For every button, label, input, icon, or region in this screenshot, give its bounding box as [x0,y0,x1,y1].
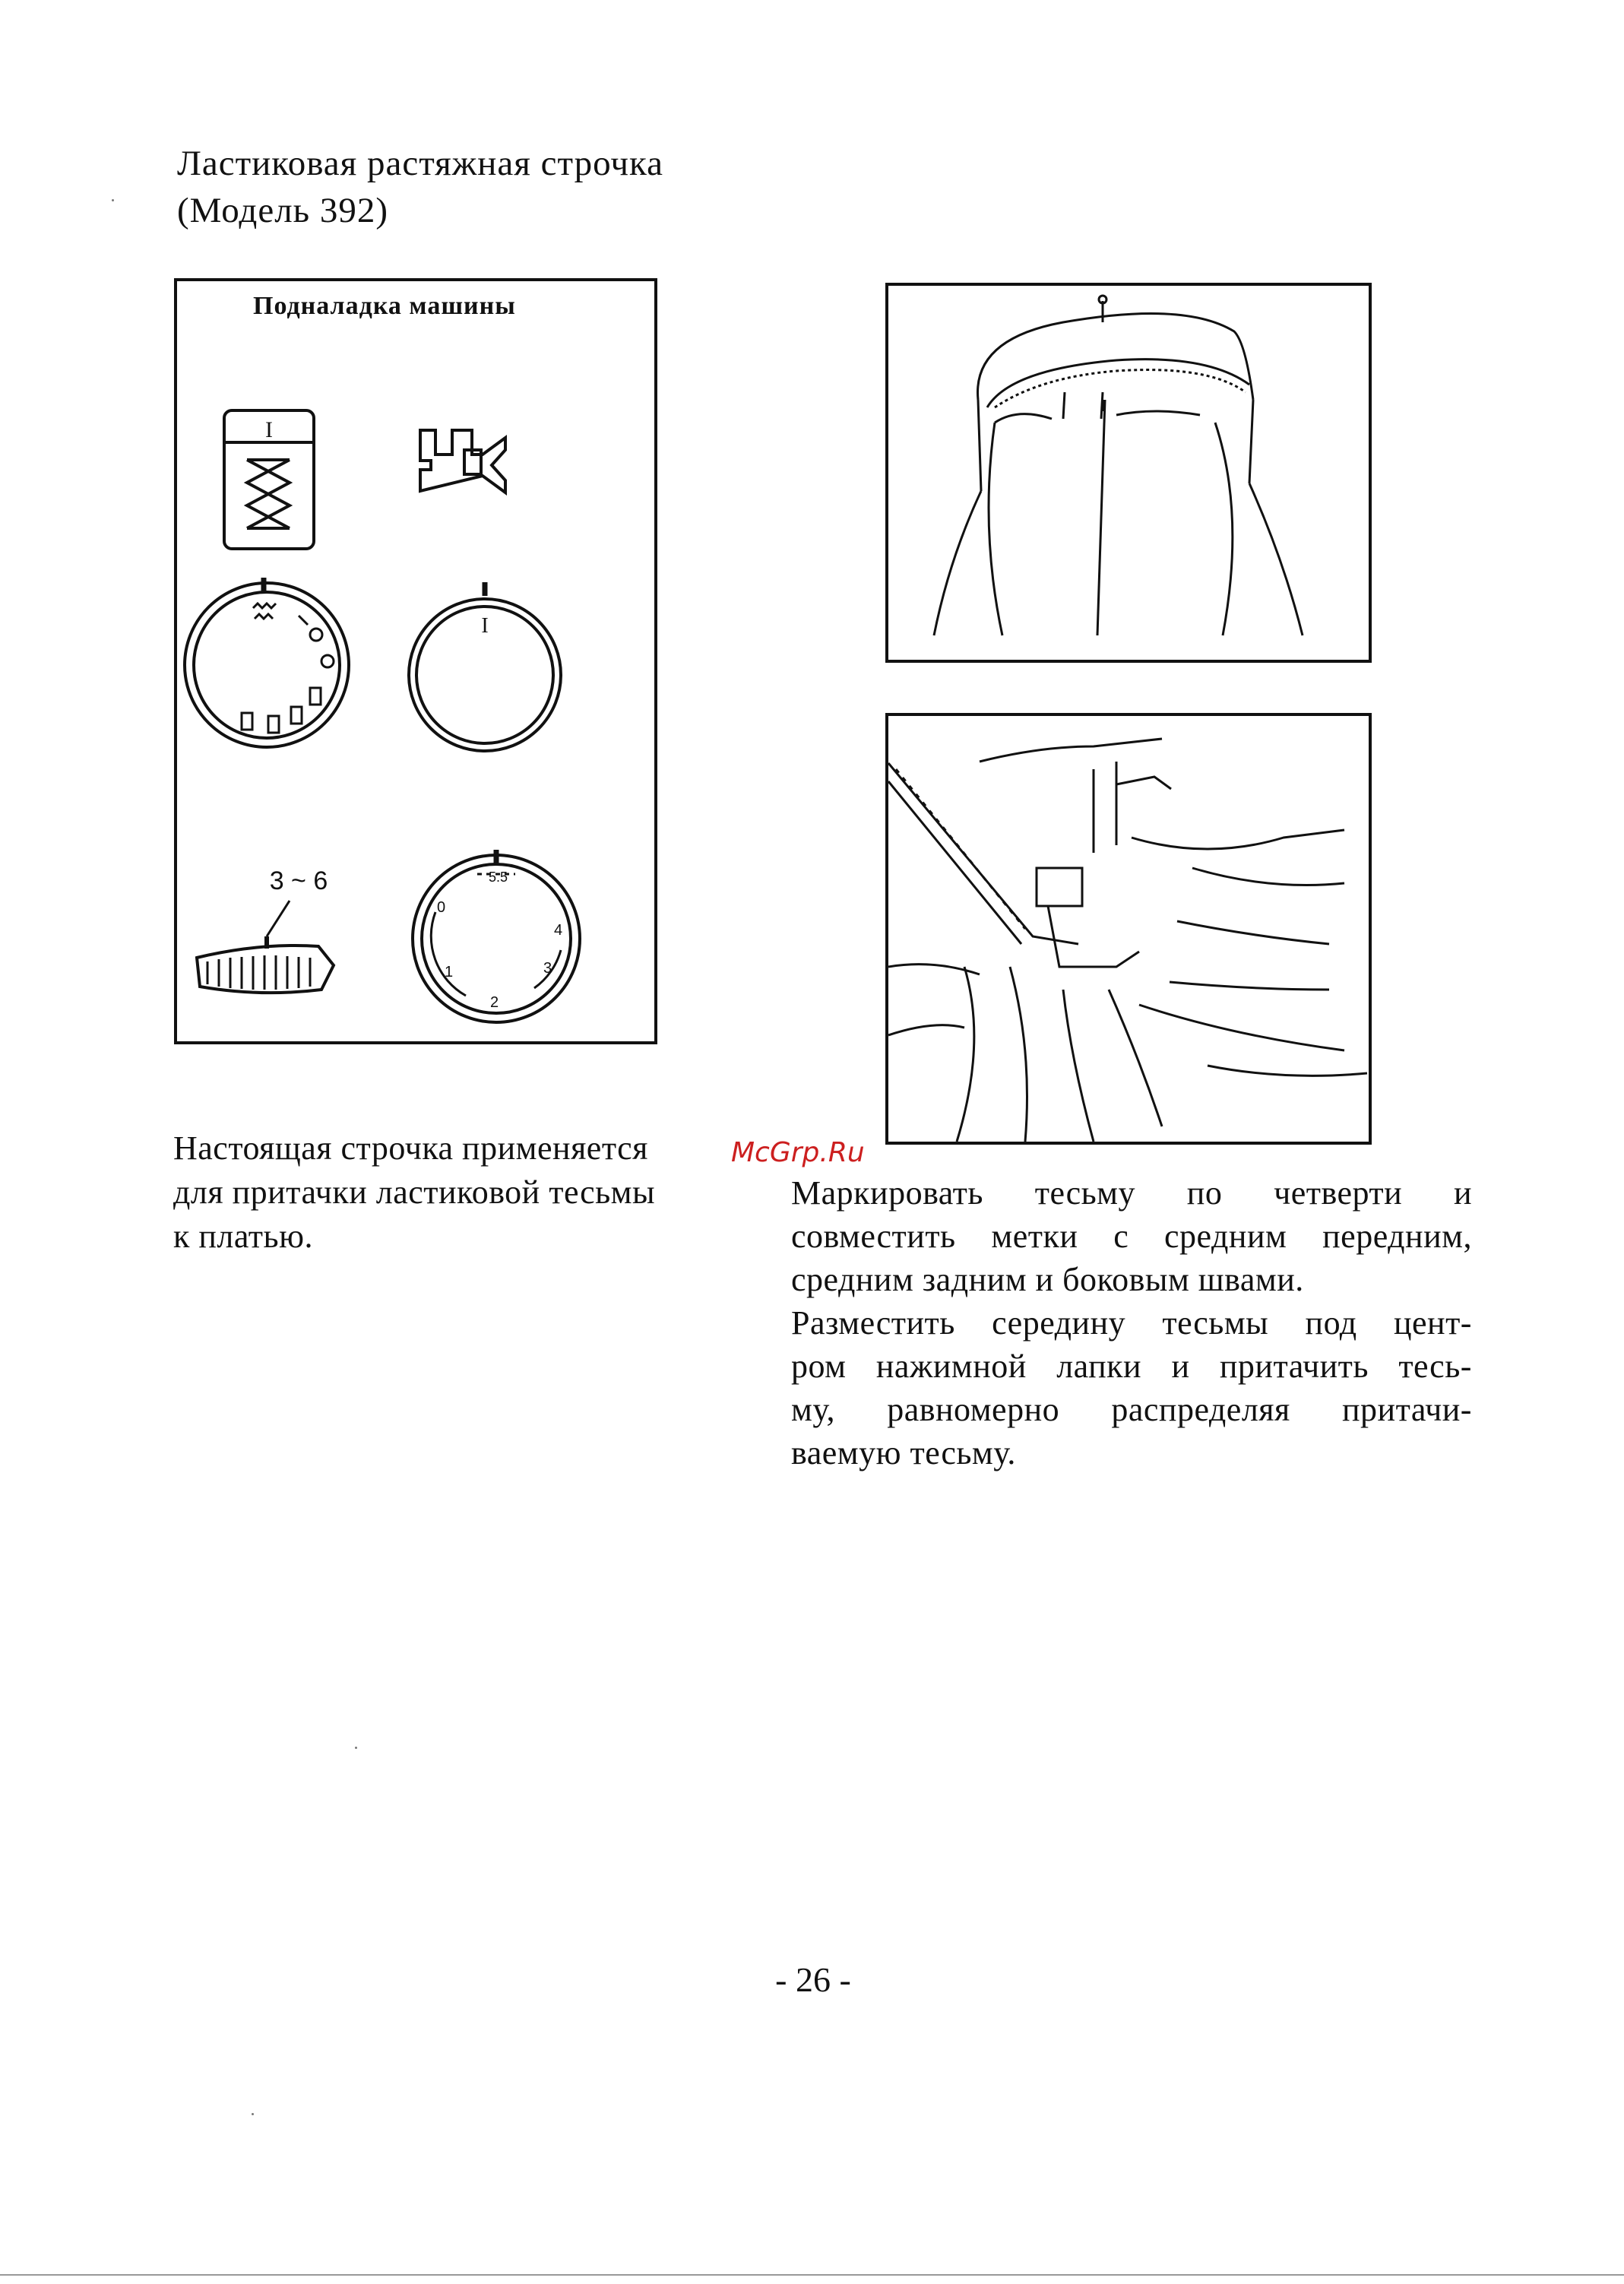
scan-speck [355,1747,357,1749]
page-title [177,140,663,234]
presser-foot-icon [420,430,505,493]
left-line-2: для притачки ластиковой тесьмы [173,1174,656,1211]
watermark: McGrp.Ru [731,1137,865,1168]
length-mark-3: 3 [543,960,552,977]
length-mark-1: 1 [445,964,454,980]
page-number: - 26 - [775,1960,851,1999]
scan-speck [112,199,114,201]
stitch-selector-dial [185,578,349,747]
title-line-1: Ластиковая растяжная строчка [177,144,664,183]
dress-drawing [888,286,1369,660]
setup-heading: Подналадка машины [253,292,516,320]
right-line-2: совместить метки с средним передним, [791,1218,1472,1255]
length-range-label: 3 ~ 6 [269,866,328,895]
length-mark-5: 5.5 [489,870,508,885]
length-mark-2: 2 [490,994,499,1011]
scan-edge-line [0,2274,1624,2276]
stitch-pattern-icon [224,410,314,549]
left-line-3: к платью. [173,1218,313,1255]
width-dial-label: I [481,614,489,638]
stitch-length-knob [197,866,334,993]
setup-diagram [177,281,654,1041]
left-line-1: Настоящая строчка применяется [173,1129,648,1167]
right-line-3: средним задним и боковым швами. [791,1261,1304,1298]
right-line-6: му, равномерно распределяя притачи- [791,1391,1472,1428]
sewing-drawing [888,716,1369,1142]
stitch-width-dial [409,582,561,751]
instructions-right [791,1171,1475,1475]
right-line-4: Разместить середину тесьмы под цент- [791,1304,1472,1342]
right-line-5: ром нажимной лапки и притачить тесь- [791,1348,1472,1385]
length-mark-4: 4 [554,922,563,939]
stitch-length-dial [413,850,580,1022]
sewing-elastic-illustration [885,713,1372,1145]
title-line-2: (Модель 392) [177,191,388,230]
scan-speck [252,2113,254,2115]
length-mark-0: 0 [437,899,446,916]
description-left [173,1126,736,1259]
dress-waistband-illustration [885,283,1372,663]
right-line-7: ваемую тесьму. [791,1434,1016,1471]
stitch-selector-label: I [265,417,273,442]
right-line-1: Маркировать тесьму по четверти и [791,1174,1472,1212]
machine-setup-panel [174,278,657,1044]
